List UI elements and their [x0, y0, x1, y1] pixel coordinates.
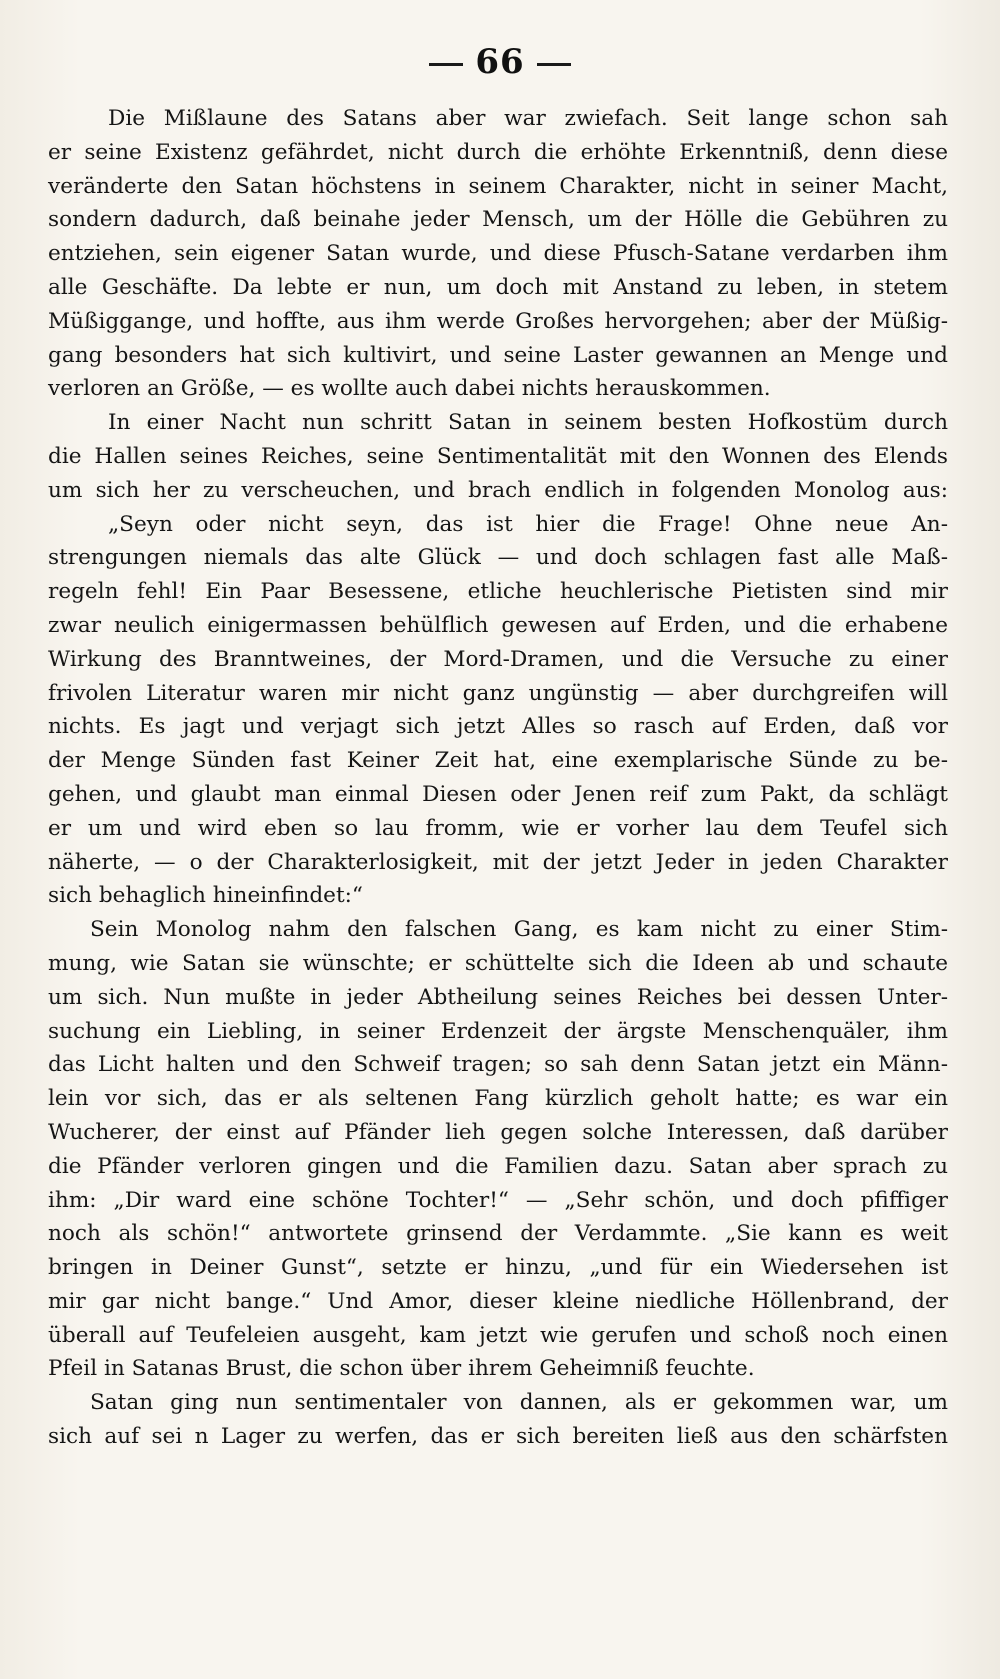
text-line: er um und wird eben so lau fromm, wie er vorher lau dem Teufel sich	[48, 815, 948, 841]
text-line: Müßiggange, und hoffte, aus ihm werde Großes hervorgehen; aber der Müßig-	[48, 308, 948, 334]
text-line: Pfeil in Satanas Brust, die schon über ihrem Geheimniß feuchte.	[48, 1356, 755, 1382]
text-line: regeln fehl! Ein Paar Besessene, etliche heuchlerische Pietisten sind mir	[48, 579, 948, 605]
text-line: alle Geschäfte. Da lebte er nun, um doch mit Anstand zu leben, in stetem	[48, 274, 948, 300]
text-line: Wirkung des Branntweines, der Mord-Dramen, und die Versuche zu einer	[48, 646, 948, 672]
text-line: näherte, — o der Charakterlosigkeit, mit der jetzt Jeder in jeden Charakter	[48, 849, 948, 875]
text-line: bringen in Deiner Gunst“, setzte er hinzu, „und für ein Wiedersehen ist	[48, 1255, 948, 1281]
text-line: um sich her zu verscheuchen, und brach endlich in folgenden Monolog aus:	[48, 477, 948, 503]
text-line: Satan ging nun sentimentaler von dannen, als er gekommen war, um	[90, 1390, 948, 1416]
text-line: sich auf sei n Lager zu werfen, das er sich bereiten ließ aus den schärfsten	[48, 1424, 948, 1450]
page-number-dash-left	[429, 63, 463, 66]
text-line: zwar neulich einigermassen behülflich gewesen auf Erden, und die erhabene	[48, 612, 948, 638]
text-line: In einer Nacht nun schritt Satan in seinem besten Hofkostüm durch	[108, 410, 948, 436]
text-line: überall auf Teufeleien ausgeht, kam jetzt wie gerufen und schoß noch einen	[48, 1322, 948, 1348]
text-line: suchung ein Liebling, in seiner Erdenzeit der ärgste Menschenquäler, ihm	[48, 1018, 948, 1044]
text-line: veränderte den Satan höchstens in seinem Charakter, nicht in seiner Macht,	[48, 173, 948, 199]
text-line: nichts. Es jagt und verjagt sich jetzt Alles so rasch auf Erden, daß vor	[48, 714, 948, 740]
text-line: noch als schön!“ antwortete grinsend der Verdammte. „Sie kann es weit	[48, 1221, 948, 1247]
page-number	[0, 42, 1000, 82]
text-line: ihm: „Dir ward eine schöne Tochter!“ — „Sehr schön, und doch pfiffiger	[48, 1187, 948, 1213]
text-line: die Pfänder verloren gingen und die Familien dazu. Satan aber sprach zu	[48, 1153, 948, 1179]
body-text	[48, 102, 948, 1454]
text-line: der Menge Sünden fast Keiner Zeit hat, eine exemplarische Sünde zu be-	[48, 748, 948, 774]
text-line: um sich. Nun mußte in jeder Abtheilung seines Reiches bei dessen Unter-	[48, 984, 948, 1010]
text-line: entziehen, sein eigener Satan wurde, und diese Pfusch-Satane verdarben ihm	[48, 241, 948, 267]
text-line: „Seyn oder nicht seyn, das ist hier die Frage! Ohne neue An-	[108, 511, 948, 537]
text-line: er seine Existenz gefährdet, nicht durch die erhöhte Erkenntniß, denn diese	[48, 139, 948, 165]
text-line: lein vor sich, das er als seltenen Fang kürzlich geholt hatte; es war ein	[48, 1086, 948, 1112]
text-line: Sein Monolog nahm den falschen Gang, es kam nicht zu einer Stim-	[90, 917, 948, 943]
text-line: sondern dadurch, daß beinahe jeder Mensch, um der Hölle die Gebühren zu	[48, 207, 948, 233]
text-line: das Licht halten und den Schweif tragen; so sah denn Satan jetzt ein Männ-	[48, 1052, 948, 1078]
text-line: mir gar nicht bange.“ Und Amor, dieser kleine niedliche Höllenbrand, der	[48, 1288, 948, 1314]
text-line: strengungen niemals das alte Glück — und doch schlagen fast alle Maß-	[48, 545, 948, 571]
text-line: die Hallen seines Reiches, seine Sentimentalität mit den Wonnen des Elends	[48, 443, 948, 469]
text-line: Die Mißlaune des Satans aber war zwiefach. Seit lange schon sah	[108, 106, 948, 131]
page-number-dash-right	[537, 63, 571, 66]
text-line: Wucherer, der einst auf Pfänder lieh gegen solche Interessen, daß darüber	[48, 1119, 948, 1145]
text-line: gehen, und glaubt man einmal Diesen oder Jenen reif zum Pakt, da schlägt	[48, 781, 948, 807]
text-line: verloren an Größe, — es wollte auch dabei nichts herauskommen.	[48, 376, 771, 402]
text-line: gang besonders hat sich kultivirt, und seine Laster gewannen an Menge und	[48, 342, 948, 368]
text-line: mung, wie Satan sie wünschte; er schüttelte sich die Ideen ab und schaute	[48, 950, 948, 976]
text-line: sich behaglich hineinfindet:“	[48, 883, 363, 909]
page-number-text: 66	[475, 42, 525, 82]
text-line: frivolen Literatur waren mir nicht ganz ungünstig — aber durchgreifen will	[48, 680, 948, 706]
